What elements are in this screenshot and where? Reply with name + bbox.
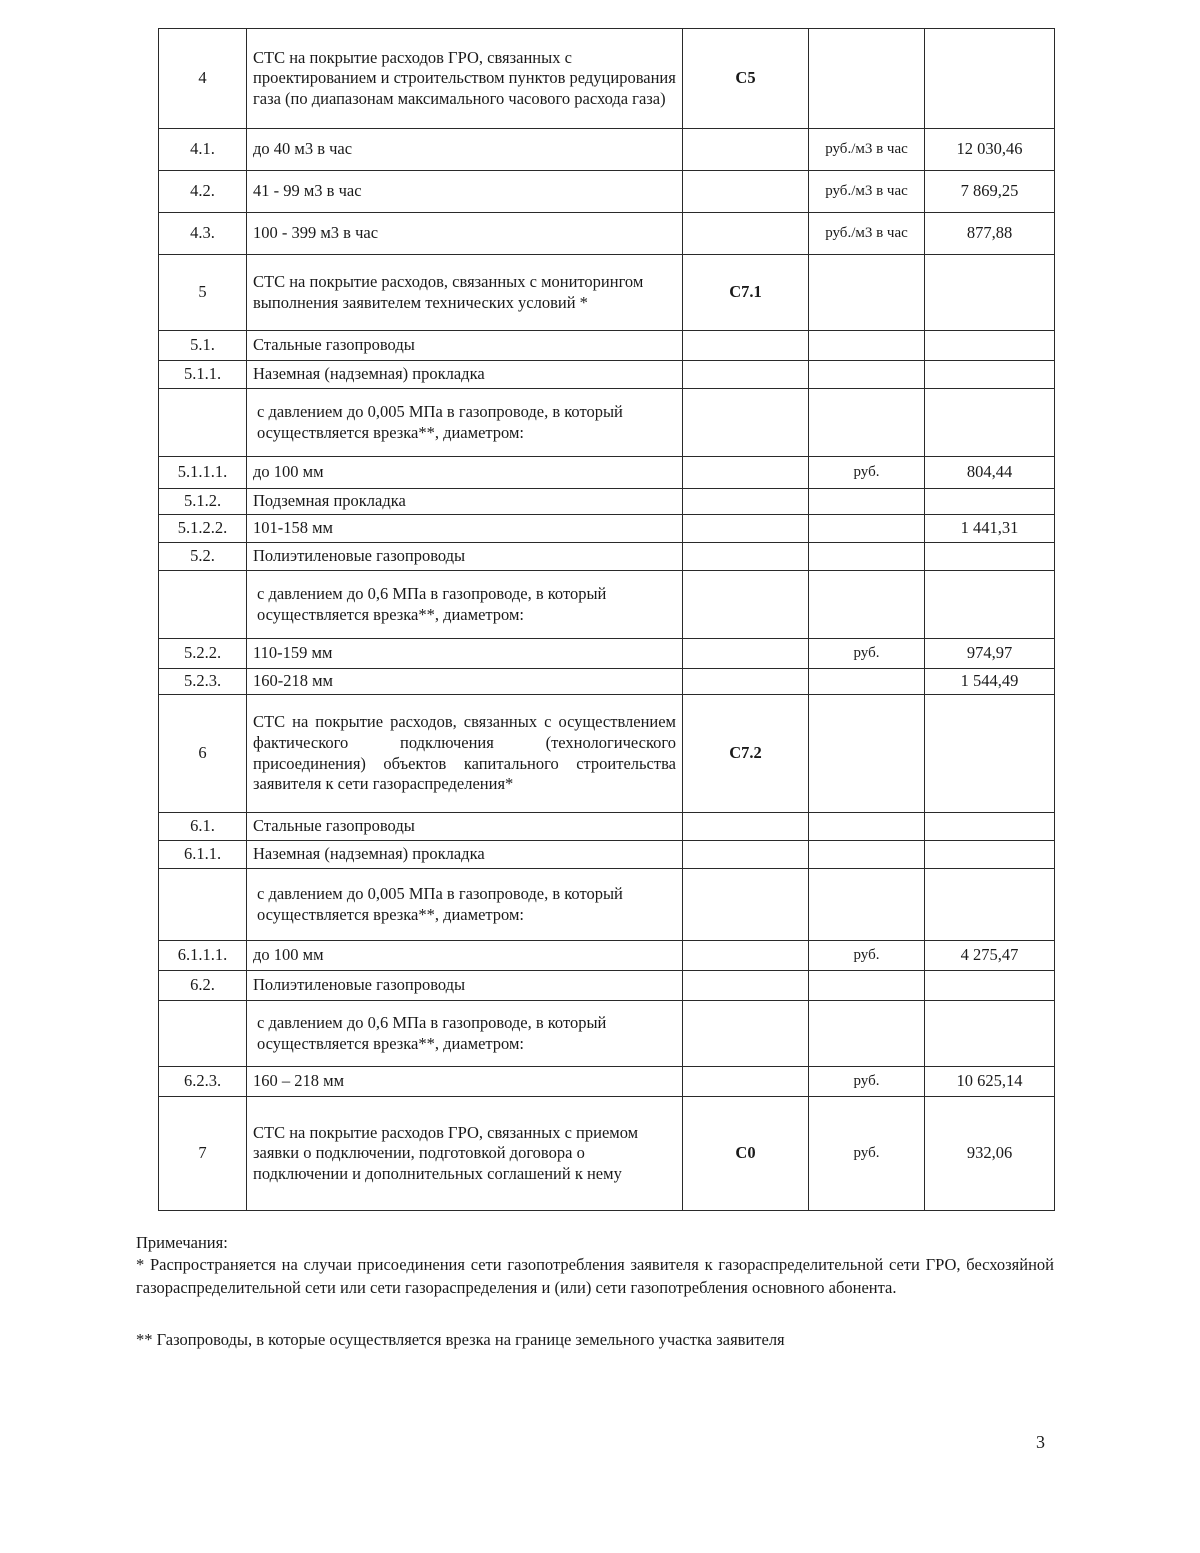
row-code-cell — [683, 1001, 809, 1067]
row-unit-cell — [809, 571, 925, 639]
note-1: * Распространяется на случаи присоединения сети газопотребления заявителя к газораспределительной сети ГРО, бесхозяйной газораспределительной сети или сети газораспределения и (или) сети газопотребления основного абонента. — [136, 1255, 1054, 1297]
row-unit-cell — [809, 543, 925, 571]
row-code-cell: С0 — [683, 1097, 809, 1211]
row-code-cell — [683, 669, 809, 695]
row-unit-cell: руб. — [809, 1067, 925, 1097]
row-description-cell: 101-158 мм — [247, 515, 683, 543]
row-description-cell: с давлением до 0,005 МПа в газопроводе, в который осуществляется врезка**, диаметром: — [247, 869, 683, 941]
row-code-cell — [683, 941, 809, 971]
row-value-cell — [925, 813, 1055, 841]
row-number-cell: 5.1.1.1. — [159, 457, 247, 489]
table-row — [159, 213, 1055, 255]
row-unit-cell — [809, 389, 925, 457]
table-row — [159, 669, 1055, 695]
table-row — [159, 457, 1055, 489]
row-unit-cell — [809, 331, 925, 361]
row-code-cell — [683, 129, 809, 171]
row-code-cell — [683, 331, 809, 361]
row-code-cell: С7.1 — [683, 255, 809, 331]
row-code-cell — [683, 515, 809, 543]
table-row — [159, 543, 1055, 571]
page-number: 3 — [1036, 1432, 1045, 1452]
row-value-cell — [925, 695, 1055, 813]
row-code-cell — [683, 171, 809, 213]
table-row — [159, 1097, 1055, 1211]
row-description-cell: 160-218 мм — [247, 669, 683, 695]
row-number-cell: 5.1.2.2. — [159, 515, 247, 543]
row-value-cell — [925, 869, 1055, 941]
row-description-cell: Стальные газопроводы — [247, 331, 683, 361]
row-description-cell: до 100 мм — [247, 941, 683, 971]
row-unit-cell: руб. — [809, 941, 925, 971]
row-description-cell: 100 - 399 м3 в час — [247, 213, 683, 255]
row-unit-cell — [809, 841, 925, 869]
row-number-cell: 6.1. — [159, 813, 247, 841]
row-number-cell — [159, 389, 247, 457]
row-value-cell: 974,97 — [925, 639, 1055, 669]
table-row — [159, 361, 1055, 389]
row-value-cell — [925, 543, 1055, 571]
notes-section — [136, 1232, 1054, 1351]
row-description-cell: Полиэтиленовые газопроводы — [247, 543, 683, 571]
row-description-cell: СТС на покрытие расходов ГРО, связанных с приемом заявки о подключении, подготовкой договора о подключении и дополнительных соглашений к нему — [247, 1097, 683, 1211]
row-number-cell: 6.1.1. — [159, 841, 247, 869]
row-value-cell: 877,88 — [925, 213, 1055, 255]
row-description-cell: 160 – 218 мм — [247, 1067, 683, 1097]
row-number-cell — [159, 869, 247, 941]
row-unit-cell — [809, 255, 925, 331]
row-number-cell: 4.1. — [159, 129, 247, 171]
row-code-cell — [683, 457, 809, 489]
row-value-cell: 4 275,47 — [925, 941, 1055, 971]
table-row — [159, 971, 1055, 1001]
table-row — [159, 389, 1055, 457]
row-code-cell — [683, 489, 809, 515]
row-unit-cell — [809, 515, 925, 543]
row-number-cell: 4.2. — [159, 171, 247, 213]
row-value-cell — [925, 389, 1055, 457]
row-code-cell — [683, 361, 809, 389]
row-unit-cell: руб./м3 в час — [809, 129, 925, 171]
row-number-cell: 5.2.3. — [159, 669, 247, 695]
row-code-cell — [683, 389, 809, 457]
table-row — [159, 515, 1055, 543]
row-unit-cell: руб. — [809, 639, 925, 669]
row-code-cell: С7.2 — [683, 695, 809, 813]
row-number-cell: 5 — [159, 255, 247, 331]
table-row — [159, 331, 1055, 361]
row-description-cell: Полиэтиленовые газопроводы — [247, 971, 683, 1001]
row-description-cell: с давлением до 0,6 МПа в газопроводе, в который осуществляется врезка**, диаметром: — [247, 1001, 683, 1067]
row-code-cell — [683, 971, 809, 1001]
row-value-cell: 1 544,49 — [925, 669, 1055, 695]
row-value-cell: 1 441,31 — [925, 515, 1055, 543]
table-row — [159, 1067, 1055, 1097]
row-number-cell: 4 — [159, 29, 247, 129]
row-value-cell — [925, 489, 1055, 515]
table-row — [159, 571, 1055, 639]
row-number-cell — [159, 571, 247, 639]
row-code-cell — [683, 1067, 809, 1097]
row-unit-cell — [809, 1001, 925, 1067]
row-value-cell — [925, 1001, 1055, 1067]
table-row — [159, 29, 1055, 129]
table-row — [159, 255, 1055, 331]
row-unit-cell — [809, 971, 925, 1001]
row-code-cell — [683, 543, 809, 571]
row-unit-cell — [809, 869, 925, 941]
row-description-cell: СТС на покрытие расходов, связанных с осуществлением фактического подключения (технологического присоединения) объектов капитального строительства заявителя к сети газораспределения* — [247, 695, 683, 813]
row-number-cell: 5.1. — [159, 331, 247, 361]
row-code-cell — [683, 213, 809, 255]
row-description-cell: до 40 м3 в час — [247, 129, 683, 171]
row-code-cell: С5 — [683, 29, 809, 129]
row-value-cell — [925, 255, 1055, 331]
row-description-cell: 41 - 99 м3 в час — [247, 171, 683, 213]
row-value-cell: 804,44 — [925, 457, 1055, 489]
row-value-cell — [925, 571, 1055, 639]
row-number-cell: 6.1.1.1. — [159, 941, 247, 971]
row-value-cell — [925, 971, 1055, 1001]
row-value-cell: 12 030,46 — [925, 129, 1055, 171]
row-unit-cell: руб./м3 в час — [809, 213, 925, 255]
row-value-cell — [925, 361, 1055, 389]
row-value-cell: 932,06 — [925, 1097, 1055, 1211]
table-row — [159, 129, 1055, 171]
row-value-cell: 7 869,25 — [925, 171, 1055, 213]
row-value-cell: 10 625,14 — [925, 1067, 1055, 1097]
row-unit-cell — [809, 813, 925, 841]
row-value-cell — [925, 29, 1055, 129]
row-description-cell: с давлением до 0,6 МПа в газопроводе, в который осуществляется врезка**, диаметром: — [247, 571, 683, 639]
row-code-cell — [683, 869, 809, 941]
table-row — [159, 841, 1055, 869]
row-number-cell: 6 — [159, 695, 247, 813]
row-unit-cell — [809, 669, 925, 695]
row-number-cell — [159, 1001, 247, 1067]
notes-heading: Примечания: — [136, 1233, 228, 1252]
row-unit-cell: руб. — [809, 1097, 925, 1211]
row-unit-cell: руб./м3 в час — [809, 171, 925, 213]
note-2: ** Газопроводы, в которые осуществляется врезка на границе земельного участка заявителя — [136, 1329, 785, 1349]
row-unit-cell — [809, 361, 925, 389]
table-row — [159, 813, 1055, 841]
row-number-cell: 4.3. — [159, 213, 247, 255]
row-code-cell — [683, 639, 809, 669]
row-code-cell — [683, 813, 809, 841]
row-description-cell: Наземная (надземная) прокладка — [247, 841, 683, 869]
table-row — [159, 639, 1055, 669]
row-description-cell: с давлением до 0,005 МПа в газопроводе, в который осуществляется врезка**, диаметром: — [247, 389, 683, 457]
row-number-cell: 7 — [159, 1097, 247, 1211]
row-unit-cell — [809, 29, 925, 129]
row-description-cell: Стальные газопроводы — [247, 813, 683, 841]
row-unit-cell — [809, 489, 925, 515]
table-row — [159, 1001, 1055, 1067]
tariff-table-body — [159, 29, 1055, 1211]
table-row — [159, 941, 1055, 971]
row-description-cell: до 100 мм — [247, 457, 683, 489]
row-description-cell: СТС на покрытие расходов, связанных с мониторингом выполнения заявителем технических условий * — [247, 255, 683, 331]
row-description-cell: СТС на покрытие расходов ГРО, связанных с проектированием и строительством пунктов редуцирования газа (по диапазонам максимального часового расхода газа) — [247, 29, 683, 129]
row-unit-cell — [809, 695, 925, 813]
row-code-cell — [683, 841, 809, 869]
tariff-table — [158, 28, 1055, 1211]
row-number-cell: 5.2.2. — [159, 639, 247, 669]
table-row — [159, 489, 1055, 515]
row-value-cell — [925, 331, 1055, 361]
row-description-cell: Подземная прокладка — [247, 489, 683, 515]
row-number-cell: 5.1.2. — [159, 489, 247, 515]
table-row — [159, 869, 1055, 941]
table-row — [159, 695, 1055, 813]
row-number-cell: 5.2. — [159, 543, 247, 571]
row-code-cell — [683, 571, 809, 639]
row-number-cell: 6.2.3. — [159, 1067, 247, 1097]
table-row — [159, 171, 1055, 213]
row-value-cell — [925, 841, 1055, 869]
row-unit-cell: руб. — [809, 457, 925, 489]
row-number-cell: 6.2. — [159, 971, 247, 1001]
row-number-cell: 5.1.1. — [159, 361, 247, 389]
row-description-cell: Наземная (надземная) прокладка — [247, 361, 683, 389]
row-description-cell: 110-159 мм — [247, 639, 683, 669]
